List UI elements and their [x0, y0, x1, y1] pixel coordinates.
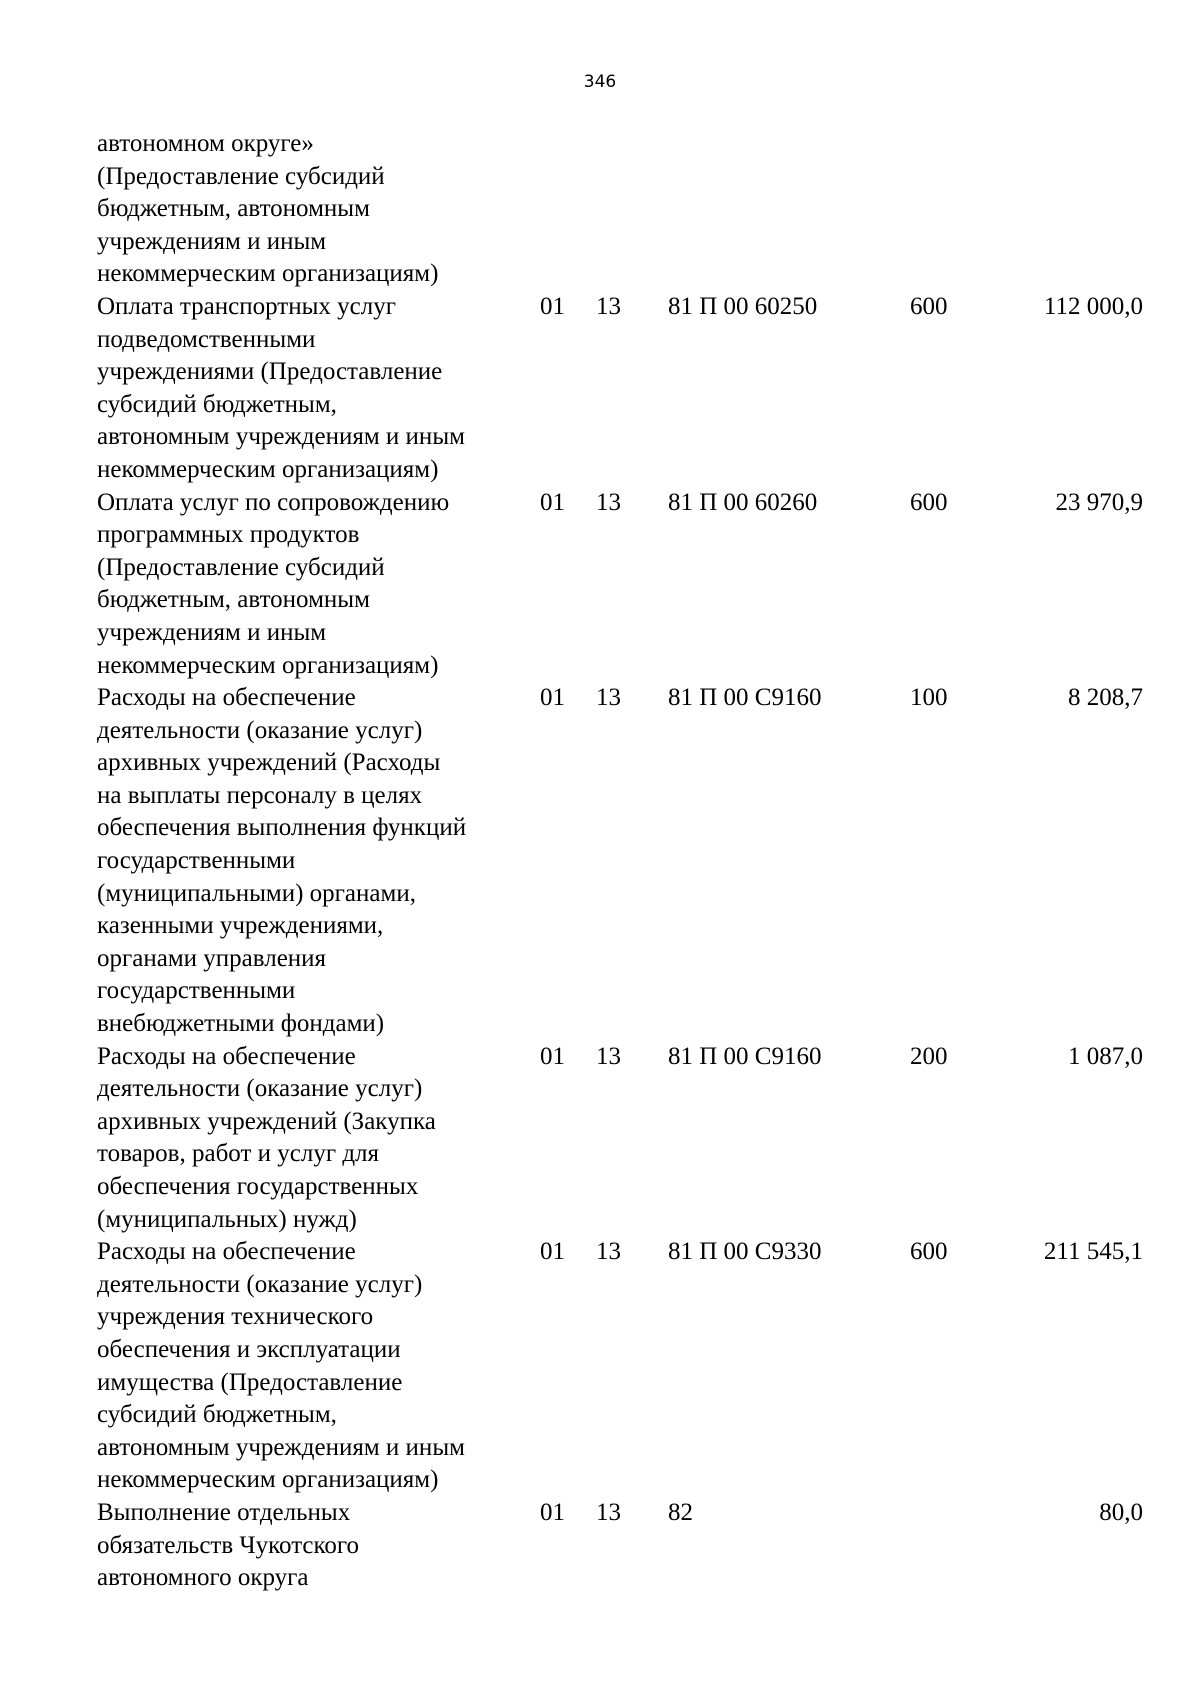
- row-description: Расходы на обеспечение деятельности (оказание услуг) учреждения технического обеспечения и эксплуатации имущества (Предоставление субсидий бюджетным, автономным учреждениям и иным некоммерческим организациям): [97, 1238, 465, 1494]
- row-subsection: 13: [596, 1498, 621, 1526]
- row-description: Расходы на обеспечение деятельности (оказание услуг) архивных учреждений (Закупка товаров, работ и услуг для обеспечения государственных (муниципальных) нужд): [97, 1042, 436, 1233]
- row-section: 01: [540, 1042, 565, 1070]
- table-row: [0, 291, 1200, 487]
- table-row: [0, 487, 1200, 683]
- row-target-code: 81 П 00 С9160: [668, 684, 822, 712]
- row-description: Оплата услуг по сопровождению программных продуктов (Предоставление субсидий бюджетным, автономным учреждениям и иным некоммерческим организациям): [97, 488, 450, 679]
- page-number: 346: [583, 72, 617, 92]
- table-row: [0, 128, 1200, 291]
- row-section: 01: [540, 488, 565, 516]
- row-description: Расходы на обеспечение деятельности (оказание услуг) архивных учреждений (Расходы на выплаты персоналу в целях обеспечения выполнения функций государственными (муниципальными) органами, казенными учреждениями, органами управления государственными внебюджетными фондами): [97, 684, 467, 1038]
- table-row: [0, 1041, 1200, 1237]
- row-expense-type: 600: [910, 488, 948, 516]
- row-amount: 23 970,9: [1055, 488, 1143, 516]
- row-description: автономном округе» (Предоставление субсидий бюджетным, автономным учреждениям и иным некоммерческим организациям): [97, 130, 439, 288]
- table-row: [0, 1236, 1200, 1497]
- row-target-code: 82: [668, 1498, 693, 1526]
- row-subsection: 13: [596, 1042, 621, 1070]
- row-amount: 80,0: [1099, 1498, 1143, 1526]
- row-target-code: 81 П 00 60260: [668, 488, 818, 516]
- row-section: 01: [540, 1238, 565, 1266]
- row-section: 01: [540, 684, 565, 712]
- row-target-code: 81 П 00 С9160: [668, 1042, 822, 1070]
- row-subsection: 13: [596, 292, 621, 320]
- row-expense-type: 100: [910, 684, 948, 712]
- row-amount: 112 000,0: [1043, 292, 1143, 320]
- budget-table: [0, 128, 1200, 1595]
- row-amount: 1 087,0: [1068, 1042, 1143, 1070]
- table-row: [0, 1497, 1200, 1595]
- row-target-code: 81 П 00 60250: [668, 292, 818, 320]
- row-description: Оплата транспортных услуг подведомственными учреждениями (Предоставление субсидий бюджетным, автономным учреждениям и иным некоммерческим организациям): [97, 292, 465, 483]
- row-amount: 211 545,1: [1043, 1238, 1143, 1266]
- row-expense-type: 600: [910, 1238, 948, 1266]
- row-subsection: 13: [596, 1238, 621, 1266]
- row-subsection: 13: [596, 488, 621, 516]
- row-subsection: 13: [596, 684, 621, 712]
- row-amount: 8 208,7: [1068, 684, 1143, 712]
- row-target-code: 81 П 00 С9330: [668, 1238, 822, 1266]
- row-expense-type: 200: [910, 1042, 948, 1070]
- table-row: [0, 682, 1200, 1041]
- row-section: 01: [540, 1498, 565, 1526]
- row-section: 01: [540, 292, 565, 320]
- row-description: Выполнение отдельных обязательств Чукотского автономного округа: [97, 1498, 360, 1592]
- row-expense-type: 600: [910, 292, 948, 320]
